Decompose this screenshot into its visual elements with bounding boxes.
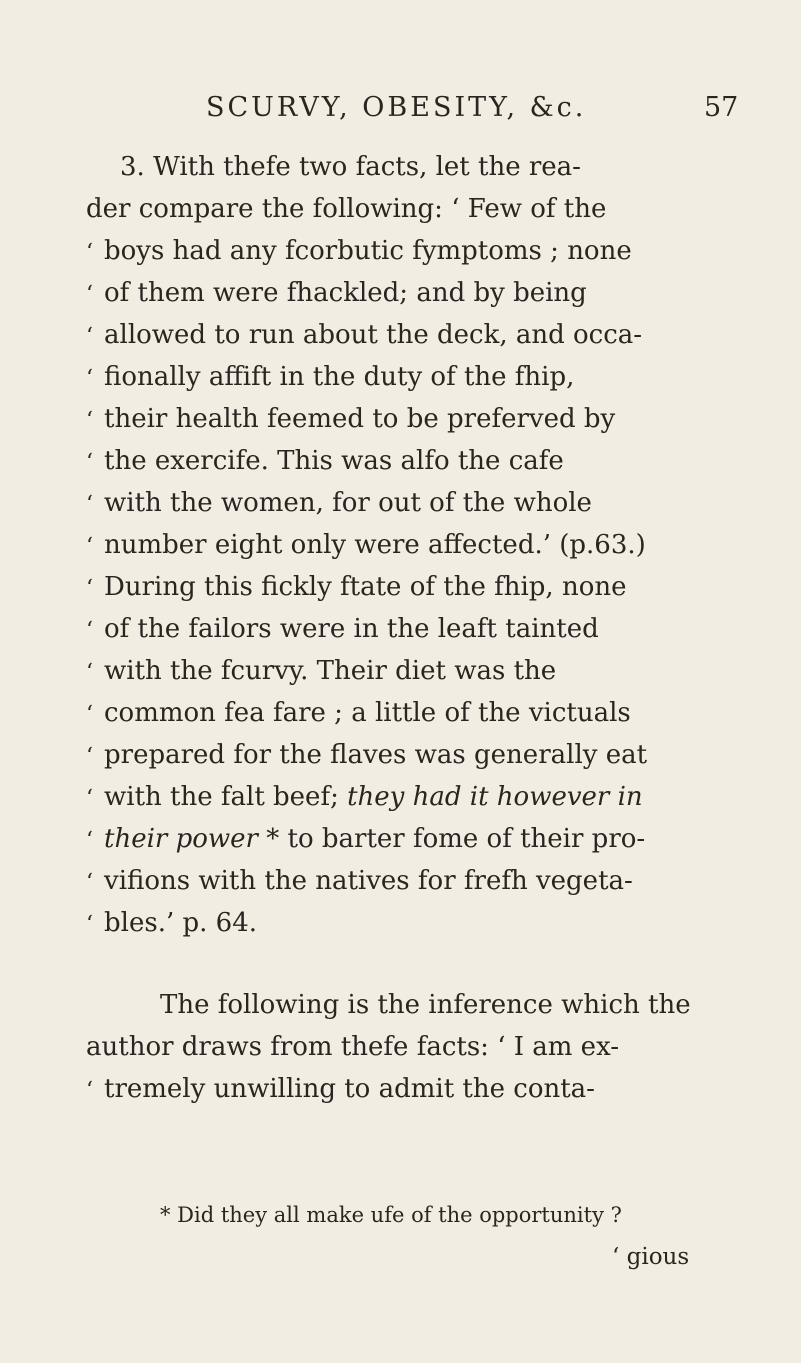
quoted-line: with the fcurvy. Their diet was the bbox=[104, 656, 557, 686]
quoted-line: vifions with the natives for frefh vegeta- bbox=[104, 866, 633, 896]
quote-mark: ‘ bbox=[86, 744, 93, 769]
catchword: ‘ gious bbox=[612, 1244, 690, 1270]
quote-mark: ‘ bbox=[86, 702, 93, 727]
quote-mark: ‘ bbox=[86, 828, 93, 853]
paragraph-1-opening: 3. With thefe two facts, let the rea- bbox=[120, 152, 581, 182]
quoted-line: of them were fhackled; and by being bbox=[104, 278, 587, 308]
quoted-line: the exercife. This was alfo the cafe bbox=[104, 446, 564, 476]
quoted-line: of the failors were in the leaft tainted bbox=[104, 614, 599, 644]
quote-mark: ‘ bbox=[86, 870, 93, 895]
quote-mark: ‘ bbox=[86, 408, 93, 433]
quoted-line bbox=[104, 824, 645, 854]
quoted-line-text: with the falt beef; bbox=[104, 782, 348, 812]
paragraph-1-line-2: der compare the following: ‘ Few of the bbox=[86, 194, 607, 224]
quote-mark: ‘ bbox=[86, 240, 93, 265]
paragraph-2-line-1: The following is the inference which the bbox=[160, 990, 691, 1020]
quoted-line: with the women, for out of the whole bbox=[104, 488, 592, 518]
quote-mark: ‘ bbox=[86, 366, 93, 391]
quote-mark: ‘ bbox=[86, 492, 93, 517]
footnote-marker: * bbox=[266, 824, 288, 854]
quote-mark: ‘ bbox=[86, 618, 93, 643]
quote-mark: ‘ bbox=[86, 576, 93, 601]
quote-mark: ‘ bbox=[86, 912, 93, 937]
quoted-line: number eight only were affected.’ (p.63.) bbox=[104, 530, 646, 560]
quote-mark: ‘ bbox=[86, 660, 93, 685]
quoted-line: bles.’ p. 64. bbox=[104, 908, 258, 938]
page-number: 57 bbox=[704, 92, 739, 123]
running-head: SCURVY, OBESITY, &c. bbox=[206, 92, 587, 123]
quote-mark: ‘ bbox=[86, 450, 93, 475]
quoted-line: their health feemed to be preferved by bbox=[104, 404, 616, 434]
quoted-line-text: to barter fome of their pro- bbox=[287, 824, 646, 854]
quoted-line: prepared for the flaves was generally eat bbox=[104, 740, 648, 770]
italic-phrase: their power bbox=[104, 824, 267, 854]
quoted-line: allowed to run about the deck, and occa- bbox=[104, 320, 643, 350]
paragraph-2-line-2: author draws from thefe facts: ‘ I am ex- bbox=[86, 1032, 620, 1062]
italic-phrase: they had it however in bbox=[347, 782, 643, 812]
quoted-line bbox=[104, 782, 643, 812]
quote-mark: ‘ bbox=[86, 282, 93, 307]
quoted-line: During this fickly ftate of the fhip, none bbox=[104, 572, 627, 602]
paragraph-2-line-3: tremely unwilling to admit the conta- bbox=[104, 1074, 595, 1104]
quote-mark: ‘ bbox=[86, 786, 93, 811]
quote-mark: ‘ bbox=[86, 534, 93, 559]
quoted-line: common fea fare ; a little of the victuals bbox=[104, 698, 631, 728]
quoted-line: boys had any fcorbutic fymptoms ; none bbox=[104, 236, 632, 266]
page-header bbox=[0, 0, 801, 80]
quote-mark: ‘ bbox=[86, 324, 93, 349]
quoted-line: fionally affift in the duty of the fhip, bbox=[104, 362, 575, 392]
quote-mark: ‘ bbox=[86, 1078, 93, 1103]
footnote: * Did they all make ufe of the opportunity ? bbox=[160, 1203, 622, 1227]
